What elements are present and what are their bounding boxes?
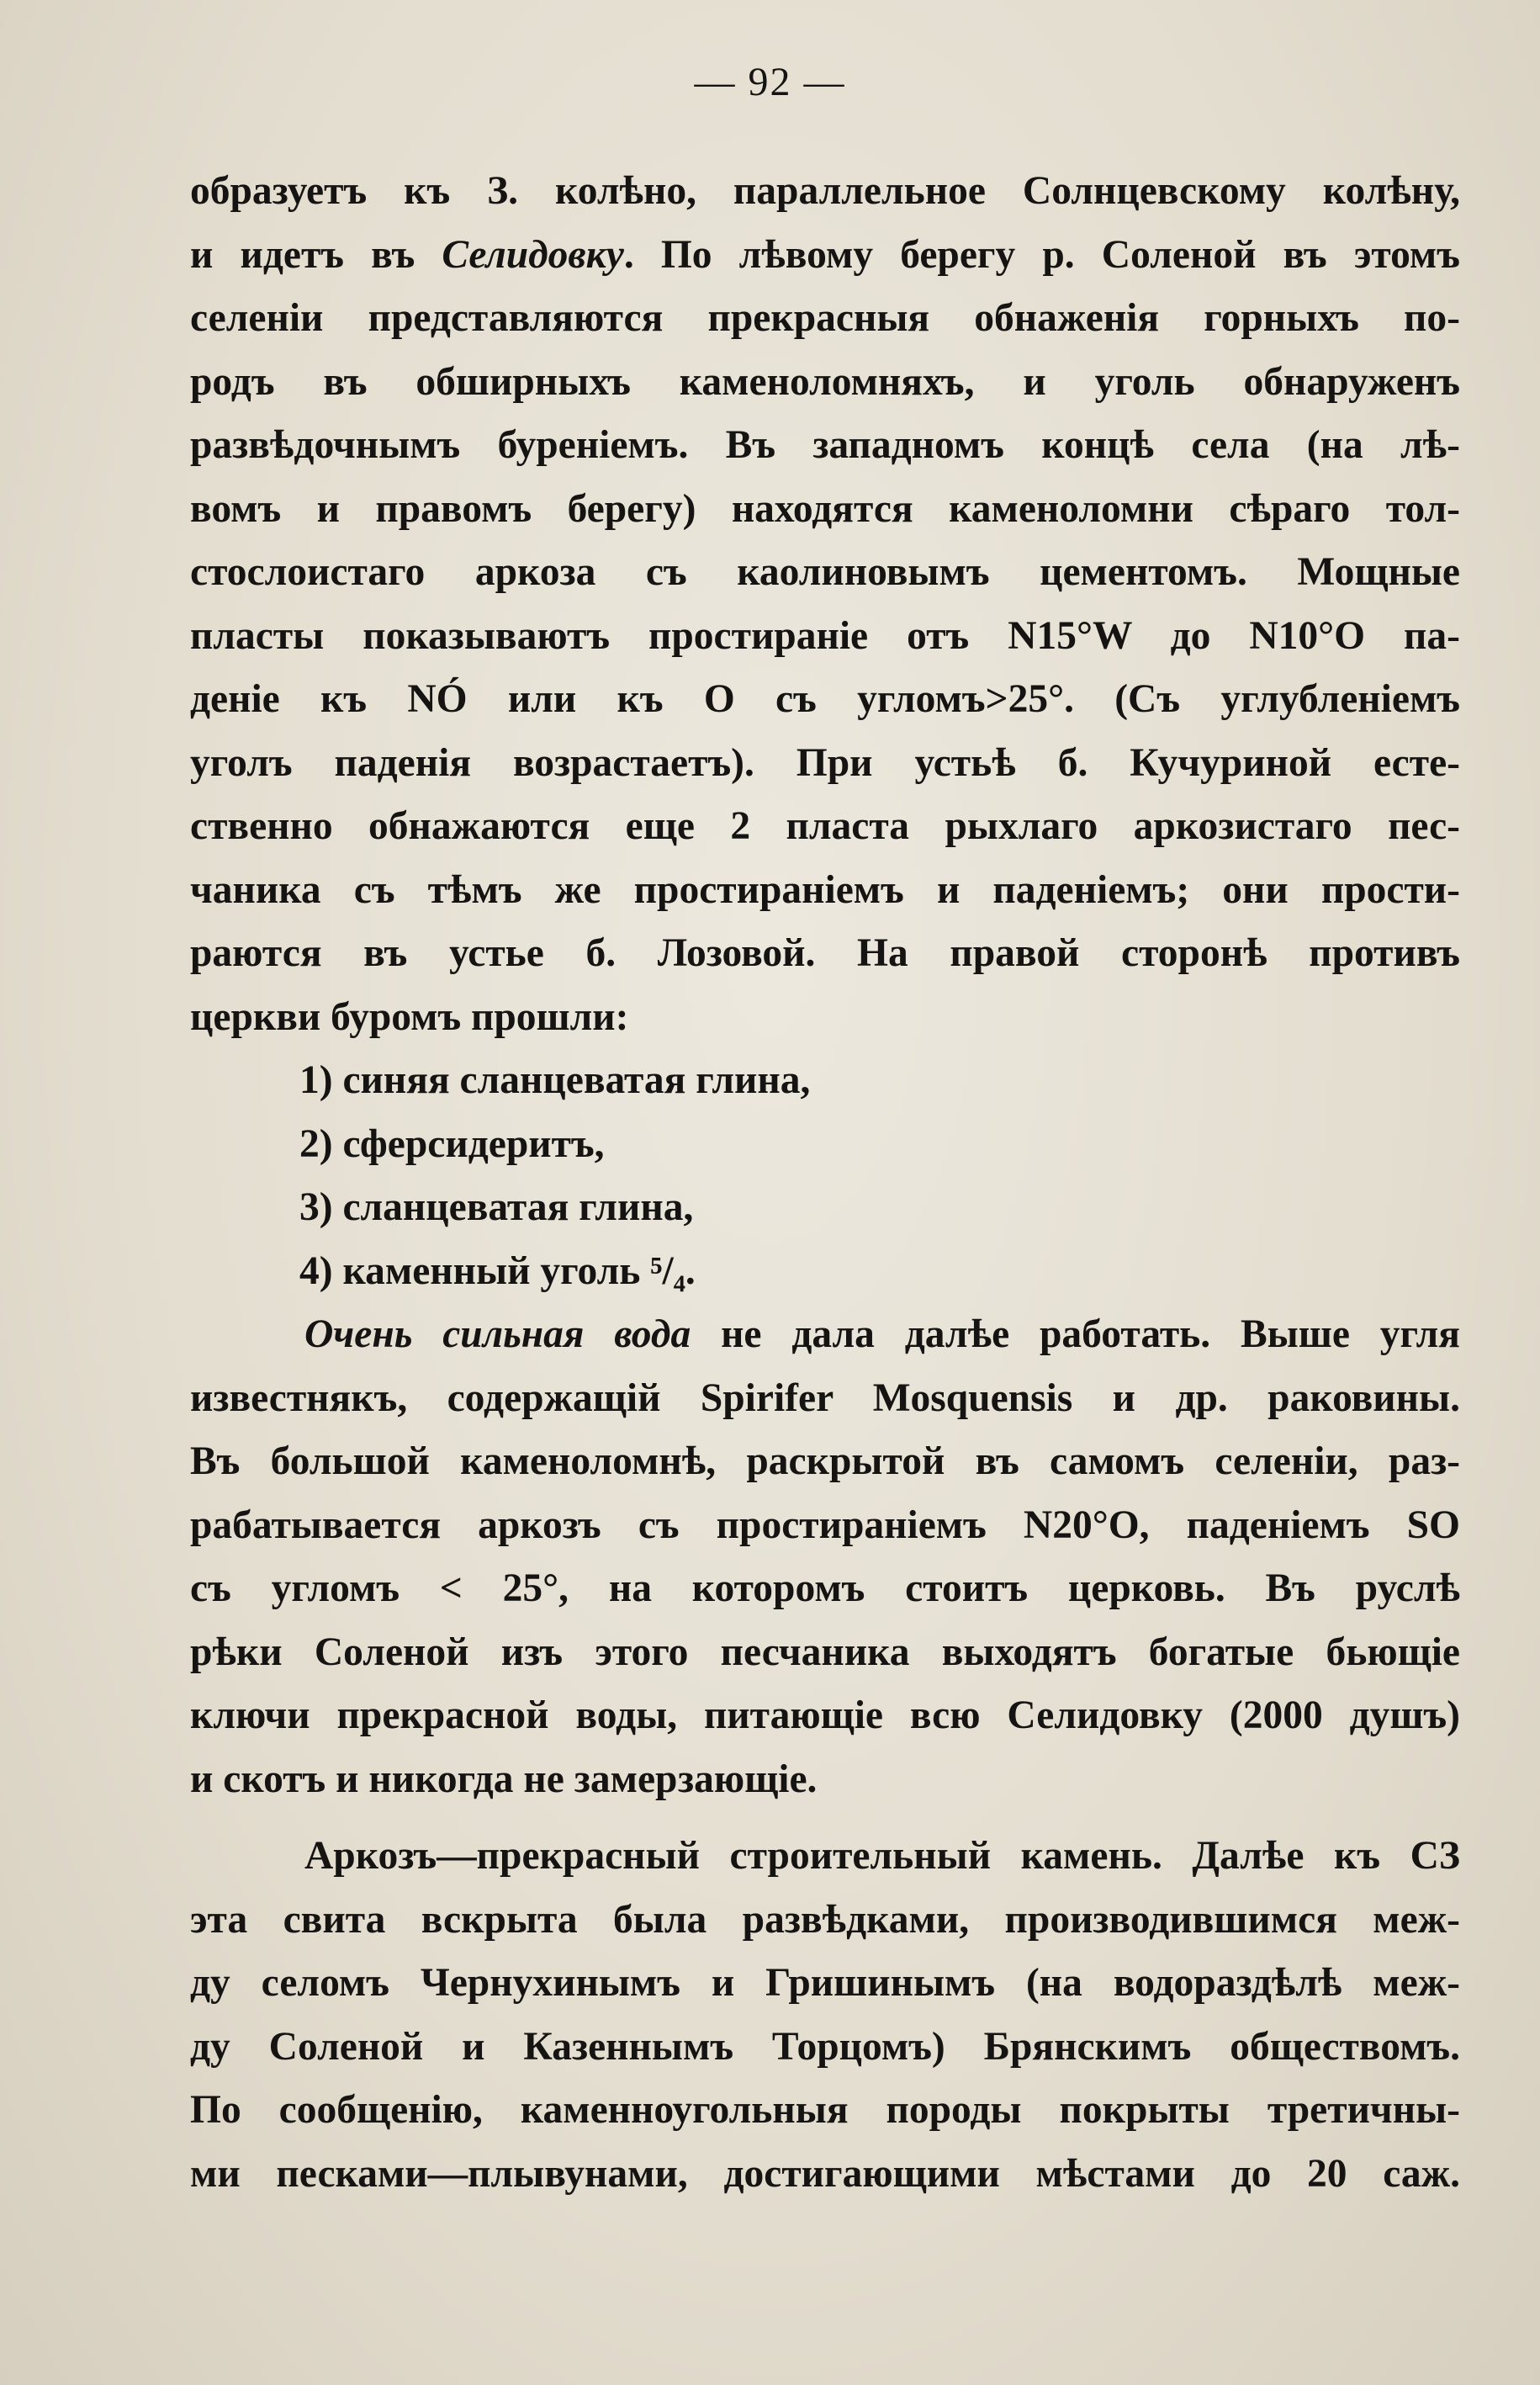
text-line: ду селомъ Чернухинымъ и Гришинымъ (на водораздѣлѣ меж- <box>190 1961 1460 2005</box>
text-line: стослоистаго аркоза съ каолиновымъ цементомъ. Мощные <box>190 550 1460 594</box>
text-line: По сообщенію, каменноугольныя породы покрыты третичны- <box>190 2088 1460 2132</box>
text-line: известнякъ, содержащій Spirifer Mosquensis и др. раковины. <box>190 1375 1460 1420</box>
text-line: вомъ и правомъ берегу) находятся каменоломни сѣраго тол- <box>190 486 1460 531</box>
text-line: образуетъ къ З. колѣно, параллельное Солнцевскому колѣну, <box>190 169 1460 213</box>
paragraph-3 <box>190 1825 1460 2206</box>
text-line: ду Соленой и Казеннымъ Торцомъ) Брянскимъ обществомъ. <box>190 2024 1460 2069</box>
list-item: 1) синяя сланцеватая глина, <box>299 1058 811 1102</box>
text-line: Въ большой каменоломнѣ, раскрытой въ самомъ селеніи, раз- <box>190 1439 1460 1483</box>
paragraph-1 <box>190 160 1460 1049</box>
text-line: Очень сильная вода не дала далѣе работать. Выше угля <box>304 1312 1460 1356</box>
text-line: рабатывается аркозъ съ простираніемъ N20°O, паденіемъ SO <box>190 1503 1460 1547</box>
text-line: уголъ паденія возрастаетъ). При устьѣ б. Кучуриной есте- <box>190 740 1460 785</box>
text-line: раются въ устье б. Лозовой. На правой сторонѣ противъ <box>190 931 1460 975</box>
text-line: селеніи представляются прекрасныя обнаженія горныхъ по- <box>190 296 1460 340</box>
place-name-selidovka: Селидовку <box>442 232 624 277</box>
body-text <box>190 160 1460 2206</box>
paragraph-2 <box>190 1303 1460 1811</box>
paragraph-gap <box>190 1811 1460 1825</box>
text-line: развѣдочнымъ буреніемъ. Въ западномъ концѣ села (на лѣ- <box>190 423 1460 467</box>
emphasis-strong-water: Очень сильная вода <box>304 1312 691 1356</box>
page-number: — 92 — <box>694 60 846 104</box>
text-line: ключи прекрасной воды, питающіе всю Селидовку (2000 душъ) <box>190 1693 1460 1737</box>
text-line: ственно обнажаются еще 2 пласта рыхлаго аркозистаго пес- <box>190 804 1460 848</box>
text-line: Аркозъ—прекрасный строительный камень. Далѣе къ СЗ <box>304 1834 1460 1878</box>
text-line: съ угломъ < 25°, на которомъ стоитъ церковь. Въ руслѣ <box>190 1566 1460 1610</box>
text-line: родъ въ обширныхъ каменоломняхъ, и уголь обнаруженъ <box>190 359 1460 404</box>
list-item: 4) каменный уголь ⁵/₄. <box>299 1248 696 1293</box>
text-line: церкви буромъ прошли: <box>190 994 629 1039</box>
text-line: и идетъ въ Селидовку. По лѣвому берегу р. Соленой въ этомъ <box>190 232 1460 277</box>
list-item: 2) сферсидеритъ, <box>299 1121 605 1166</box>
text-line: рѣки Соленой изъ этого песчаника выходятъ богатые бьющіе <box>190 1630 1460 1674</box>
text-line: и скотъ и никогда не замерзающіе. <box>190 1757 818 1801</box>
text-line: чаника съ тѣмъ же простираніемъ и паденіемъ; они прости- <box>190 867 1460 912</box>
text-line: пласты показываютъ простираніе отъ N15°W до N10°O па- <box>190 613 1460 658</box>
boring-list <box>190 1049 1460 1303</box>
text-line: ми песками—плывунами, достигающими мѣстами до 20 саж. <box>190 2151 1460 2196</box>
list-item: 3) сланцеватая глина, <box>299 1185 694 1229</box>
text-line: деніе къ NÓ или къ O съ угломъ>25°. (Съ углубленіемъ <box>190 677 1460 721</box>
text-line: эта свита вскрыта была развѣдками, производившимся меж- <box>190 1897 1460 1942</box>
